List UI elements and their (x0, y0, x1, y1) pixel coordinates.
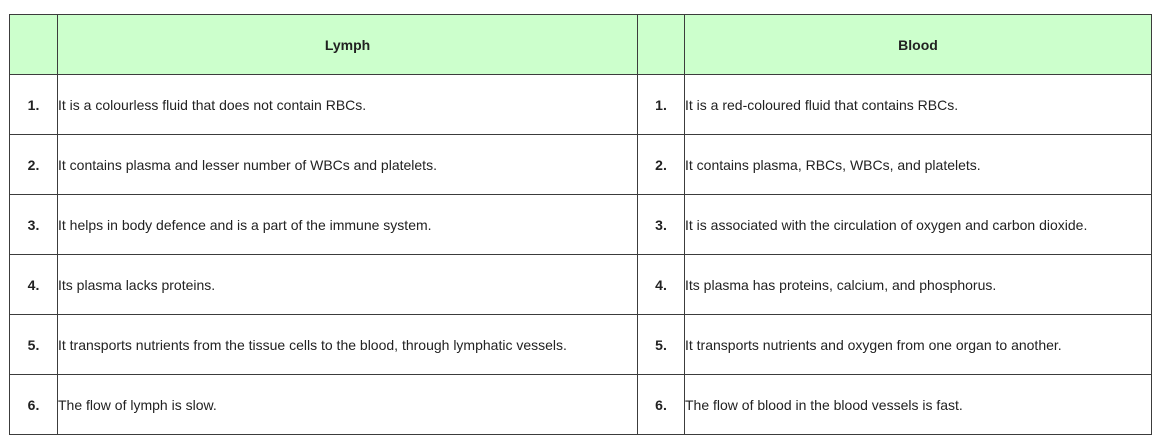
row-number-lymph: 1. (10, 75, 58, 135)
lymph-cell: The flow of lymph is slow. (58, 375, 638, 435)
lymph-cell: It contains plasma and lesser number of WBCs and platelets. (58, 135, 638, 195)
header-lymph: Lymph (58, 15, 638, 75)
lymph-cell: It helps in body defence and is a part of the immune system. (58, 195, 638, 255)
row-number-lymph: 2. (10, 135, 58, 195)
lymph-vs-blood-table (9, 14, 1152, 435)
table-row (10, 195, 1152, 255)
row-number-blood: 5. (638, 315, 685, 375)
row-number-blood: 4. (638, 255, 685, 315)
comparison-table-container (9, 14, 1152, 435)
lymph-cell: Its plasma lacks proteins. (58, 255, 638, 315)
header-blood: Blood (685, 15, 1152, 75)
blood-cell: Its plasma has proteins, calcium, and phosphorus. (685, 255, 1152, 315)
blood-cell: It transports nutrients and oxygen from one organ to another. (685, 315, 1152, 375)
table-row (10, 375, 1152, 435)
lymph-cell: It transports nutrients from the tissue cells to the blood, through lymphatic vessels. (58, 315, 638, 375)
row-number-lymph: 3. (10, 195, 58, 255)
row-number-blood: 1. (638, 75, 685, 135)
row-number-lymph: 6. (10, 375, 58, 435)
blood-cell: It is a red-coloured fluid that contains RBCs. (685, 75, 1152, 135)
row-number-lymph: 4. (10, 255, 58, 315)
table-row (10, 255, 1152, 315)
blood-cell: The flow of blood in the blood vessels is fast. (685, 375, 1152, 435)
row-number-blood: 6. (638, 375, 685, 435)
blood-cell: It is associated with the circulation of oxygen and carbon dioxide. (685, 195, 1152, 255)
table-row (10, 315, 1152, 375)
row-number-blood: 2. (638, 135, 685, 195)
table-header-row (10, 15, 1152, 75)
blood-cell: It contains plasma, RBCs, WBCs, and platelets. (685, 135, 1152, 195)
lymph-cell: It is a colourless fluid that does not contain RBCs. (58, 75, 638, 135)
table-row (10, 135, 1152, 195)
header-empty-right (638, 15, 685, 75)
row-number-lymph: 5. (10, 315, 58, 375)
header-empty-left (10, 15, 58, 75)
row-number-blood: 3. (638, 195, 685, 255)
table-row (10, 75, 1152, 135)
